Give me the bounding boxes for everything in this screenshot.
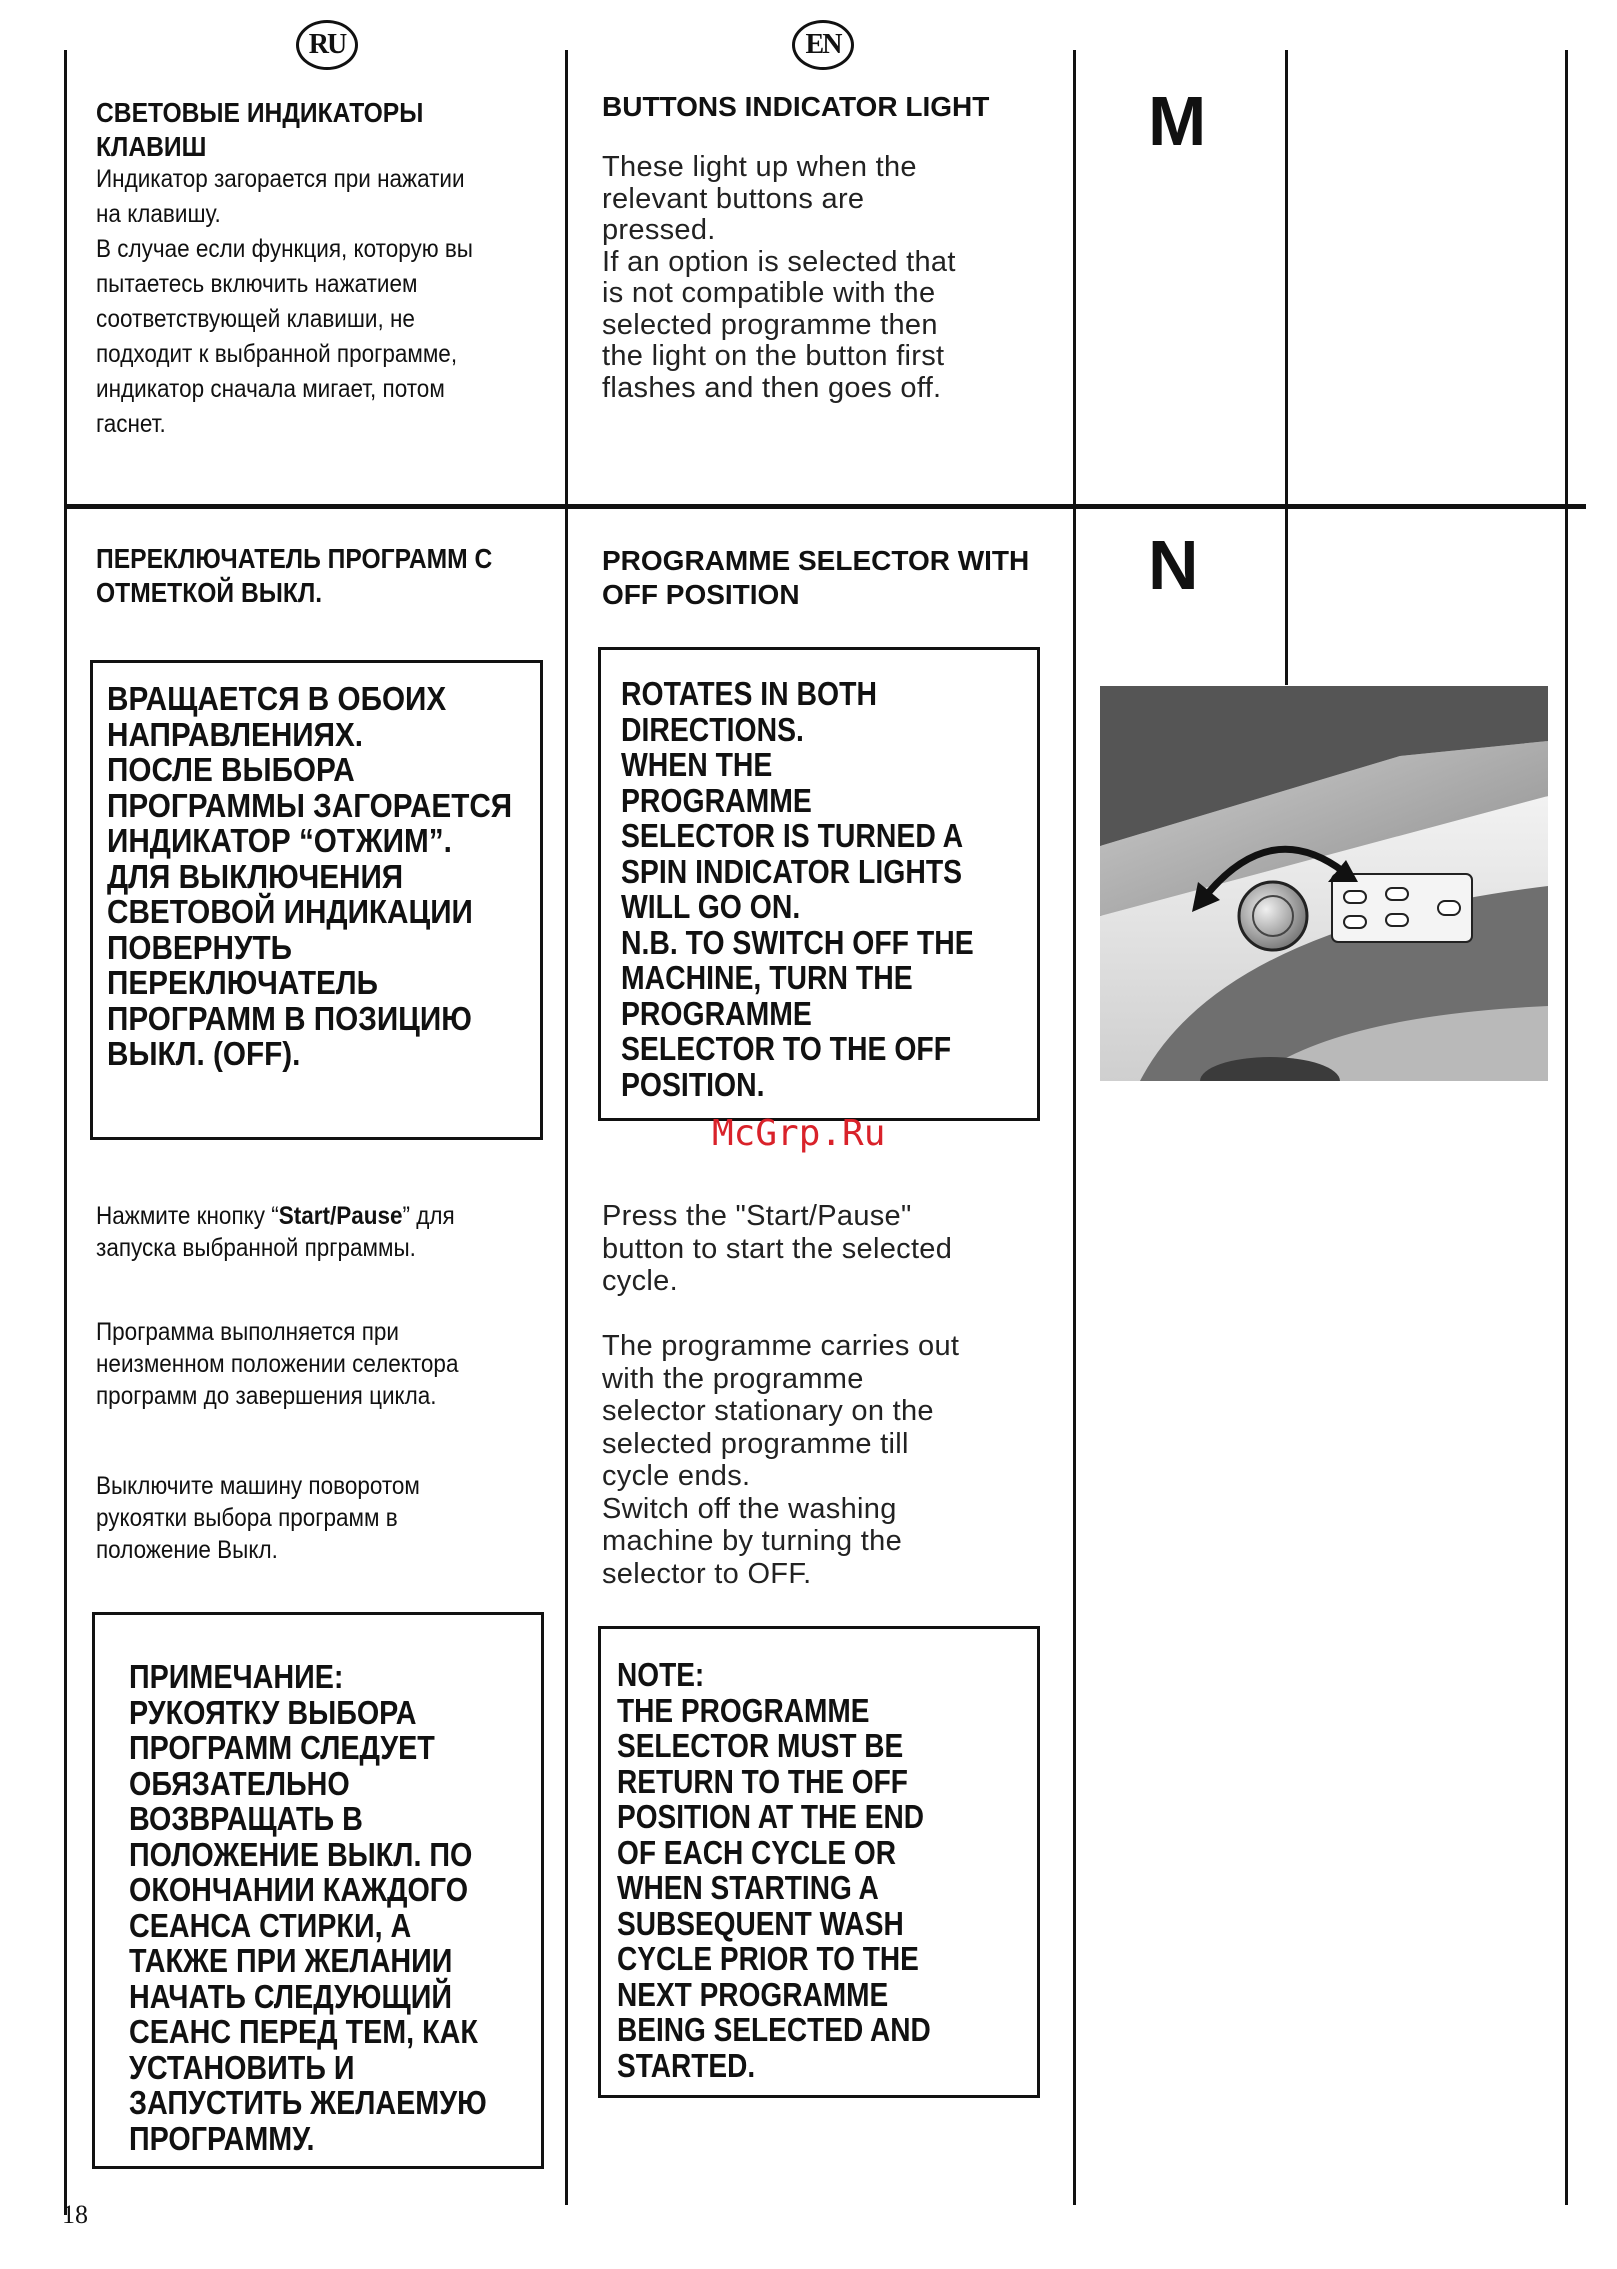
column-rule-5 bbox=[1565, 50, 1568, 2205]
washing-machine-panel-image bbox=[1100, 686, 1548, 1081]
section-n-ru-para3: Выключите машину поворотом рукоятки выбора программ в положение Выкл. bbox=[96, 1472, 420, 1564]
section-m-ru-body: Индикатор загорается при нажатии на клавишу. В случае если функция, которую вы пытаетесь включить нажатием соответствующей клавиши, не подходит к выбранной программе, индикатор сначала мигает, потом гаснет. bbox=[96, 165, 473, 438]
section-n-en-note-box bbox=[598, 1626, 1040, 2098]
section-n-en-para2: The programme carries out with the programme selector stationary on the selected programme till cycle ends. Switch off the washing machine by turning the selector to OFF. bbox=[602, 1330, 960, 1590]
section-n-letter: N bbox=[1148, 526, 1199, 604]
column-rule-2 bbox=[565, 50, 568, 2205]
section-n-ru-note-text: ПРИМЕЧАНИЕ: РУКОЯТКУ ВЫБОРА ПРОГРАММ СЛЕДУЕТ ОБЯЗАТЕЛЬНО ВОЗВРАЩАТЬ В ПОЛОЖЕНИЕ ВЫКЛ. ПО ОКОНЧАНИИ КАЖДОГО СЕАНСА СТИРКИ, А ТАКЖЕ ПРИ ЖЕЛАНИИ НАЧАТЬ СЛЕДУЮЩИЙ СЕАНС ПЕРЕД ТЕМ, КАК УСТАНОВИТЬ И ЗАПУСТИТЬ ЖЕЛАЕМУЮ ПРОГРАММУ. bbox=[129, 1658, 487, 2157]
ru-para1-before: Нажмите кнопку “ bbox=[96, 1202, 279, 1230]
section-n-en-para1 bbox=[602, 1200, 1072, 1298]
section-n-ru-box-text: ВРАЩАЕТСЯ В ОБОИХ НАПРАВЛЕНИЯХ. ПОСЛЕ ВЫБОРА ПРОГРАММЫ ЗАГОРАЕТСЯ ИНДИКАТОР “ОТЖИМ”. ДЛЯ ВЫКЛЮЧЕНИЯ СВЕТОВОЙ ИНДИКАЦИИ ПОВЕРНУТЬ ПЕРЕКЛЮЧАТЕЛЬ ПРОГРАММ В ПОЗИЦИЮ ВЫКЛ. (OFF). bbox=[107, 680, 513, 1072]
section-n-en-box bbox=[598, 647, 1040, 1121]
en-start-pause-label: Start/Pause bbox=[746, 1200, 901, 1232]
lang-badge-en: EN bbox=[792, 20, 854, 70]
section-n-en-box-text: ROTATES IN BOTH DIRECTIONS. WHEN THE PROGRAMME SELECTOR IS TURNED A SPIN INDICATOR LIGHTS WILL GO ON. N.B. TO SWITCH OFF THE MACHINE, TURN THE PROGRAMME SELECTOR TO THE OFF POSITION. bbox=[621, 675, 974, 1103]
column-rule-1 bbox=[64, 50, 67, 2215]
watermark: McGrp.Ru bbox=[712, 1113, 886, 1154]
section-n-ru-box bbox=[90, 660, 543, 1140]
section-m-letter: M bbox=[1148, 82, 1207, 160]
section-n-en-note-text: NOTE: THE PROGRAMME SELECTOR MUST BE RETURN TO THE OFF POSITION AT THE END OF EACH CYCLE OR WHEN STARTING A SUBSEQUENT WASH CYCLE PRIOR TO THE NEXT PROGRAMME BEING SELECTED AND STARTED. bbox=[617, 1656, 931, 2084]
en-para1-before: Press the " bbox=[602, 1200, 747, 1232]
programme-selector-illustration bbox=[1100, 686, 1548, 1081]
section-m-ru-title: СВЕТОВЫЕ ИНДИКАТОРЫ КЛАВИШ bbox=[96, 97, 424, 162]
column-rule-4 bbox=[1285, 50, 1288, 505]
ru-para1-after: ” для запуска выбранной прграммы. bbox=[96, 1202, 455, 1262]
section-n-ru-para2: Программа выполняется при неизменном положении селектора программ до завершения цикла. bbox=[96, 1318, 459, 1410]
section-m-en-title: BUTTONS INDICATOR LIGHT bbox=[602, 91, 990, 122]
section-n-ru-note-box bbox=[92, 1612, 544, 2169]
section-m-en-body: These light up when the relevant buttons are pressed. If an option is selected that is not compatible with the selected programme then the light on the button first flashes and then goes off. bbox=[602, 151, 956, 404]
column-rule-4b bbox=[1285, 505, 1288, 685]
en-para1-after: " button to start the selected cycle. bbox=[602, 1200, 953, 1297]
section-divider bbox=[64, 504, 1586, 509]
ru-start-pause-label: Start/Pause bbox=[278, 1202, 403, 1230]
section-n-ru-title: ПЕРЕКЛЮЧАТЕЛЬ ПРОГРАММ С ОТМЕТКОЙ ВЫКЛ. bbox=[96, 543, 493, 608]
section-n-ru-para1 bbox=[96, 1200, 546, 1264]
page-number: 18 bbox=[62, 2200, 88, 2229]
column-rule-3 bbox=[1073, 50, 1076, 2205]
section-n-en-title: PROGRAMME SELECTOR WITH OFF POSITION bbox=[602, 545, 1030, 610]
lang-badge-ru: RU bbox=[296, 20, 358, 70]
